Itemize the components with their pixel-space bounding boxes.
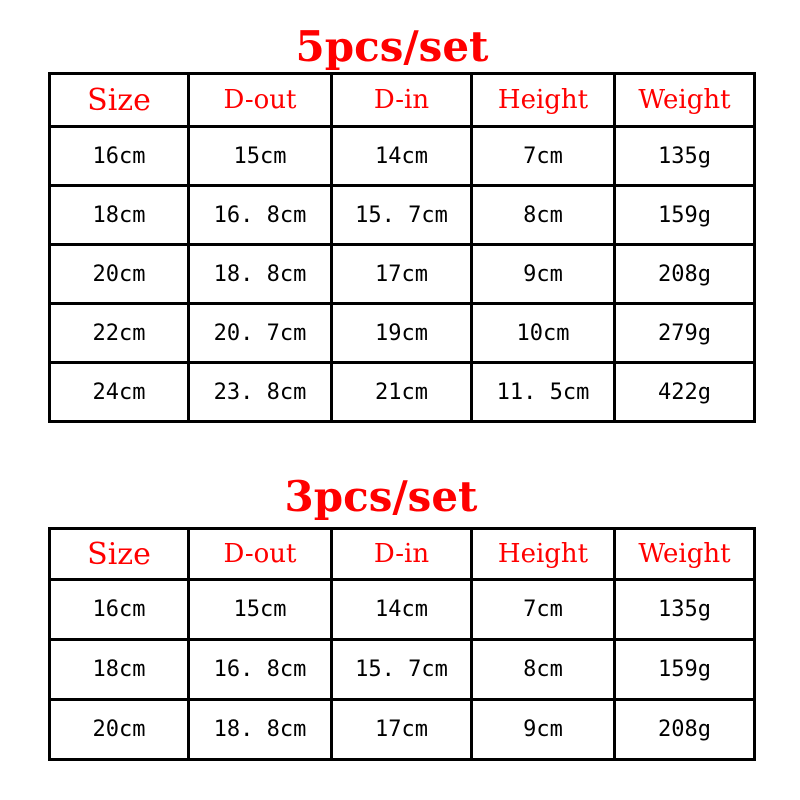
header-d-in: D-in	[332, 529, 472, 580]
cell-height: 8cm	[472, 640, 615, 700]
cell-height: 9cm	[472, 700, 615, 760]
cell-size: 16cm	[50, 127, 189, 186]
header-d-out: D-out	[189, 529, 332, 580]
cell-d-out: 16. 8cm	[189, 186, 332, 245]
cell-d-out: 16. 8cm	[189, 640, 332, 700]
table-row	[50, 363, 755, 422]
cell-size: 16cm	[50, 580, 189, 640]
title-3pcs-set: 3pcs/set	[284, 472, 478, 521]
table-row	[50, 640, 755, 700]
cell-size: 20cm	[50, 245, 189, 304]
table-row	[50, 580, 755, 640]
cell-d-out: 18. 8cm	[189, 245, 332, 304]
size-table-5pcs	[48, 72, 756, 423]
cell-d-in: 21cm	[332, 363, 472, 422]
cell-d-in: 17cm	[332, 245, 472, 304]
cell-weight: 135g	[615, 127, 755, 186]
cell-height: 7cm	[472, 580, 615, 640]
cell-weight: 422g	[615, 363, 755, 422]
cell-weight: 159g	[615, 186, 755, 245]
cell-weight: 159g	[615, 640, 755, 700]
table-row	[50, 245, 755, 304]
header-weight: Weight	[615, 529, 755, 580]
title-5pcs-set: 5pcs/set	[295, 22, 489, 71]
table-row	[50, 127, 755, 186]
header-d-out: D-out	[189, 74, 332, 127]
cell-d-in: 15. 7cm	[332, 186, 472, 245]
table-row	[50, 304, 755, 363]
cell-d-in: 17cm	[332, 700, 472, 760]
header-d-in: D-in	[332, 74, 472, 127]
header-height: Height	[472, 529, 615, 580]
table-row	[50, 186, 755, 245]
cell-d-out: 15cm	[189, 127, 332, 186]
cell-d-in: 14cm	[332, 127, 472, 186]
cell-weight: 208g	[615, 700, 755, 760]
cell-height: 11. 5cm	[472, 363, 615, 422]
table-row	[50, 700, 755, 760]
cell-height: 9cm	[472, 245, 615, 304]
cell-weight: 279g	[615, 304, 755, 363]
table-header-row	[50, 529, 755, 580]
cell-weight: 135g	[615, 580, 755, 640]
cell-size: 20cm	[50, 700, 189, 760]
header-weight: Weight	[615, 74, 755, 127]
header-height: Height	[472, 74, 615, 127]
header-size: Size	[50, 529, 189, 580]
cell-weight: 208g	[615, 245, 755, 304]
size-table-3pcs	[48, 527, 756, 761]
cell-height: 10cm	[472, 304, 615, 363]
cell-d-in: 15. 7cm	[332, 640, 472, 700]
cell-size: 24cm	[50, 363, 189, 422]
cell-d-in: 14cm	[332, 580, 472, 640]
cell-size: 18cm	[50, 186, 189, 245]
cell-height: 7cm	[472, 127, 615, 186]
cell-d-in: 19cm	[332, 304, 472, 363]
cell-d-out: 23. 8cm	[189, 363, 332, 422]
header-size: Size	[50, 74, 189, 127]
cell-d-out: 18. 8cm	[189, 700, 332, 760]
cell-height: 8cm	[472, 186, 615, 245]
cell-d-out: 15cm	[189, 580, 332, 640]
table-header-row	[50, 74, 755, 127]
cell-d-out: 20. 7cm	[189, 304, 332, 363]
cell-size: 18cm	[50, 640, 189, 700]
cell-size: 22cm	[50, 304, 189, 363]
